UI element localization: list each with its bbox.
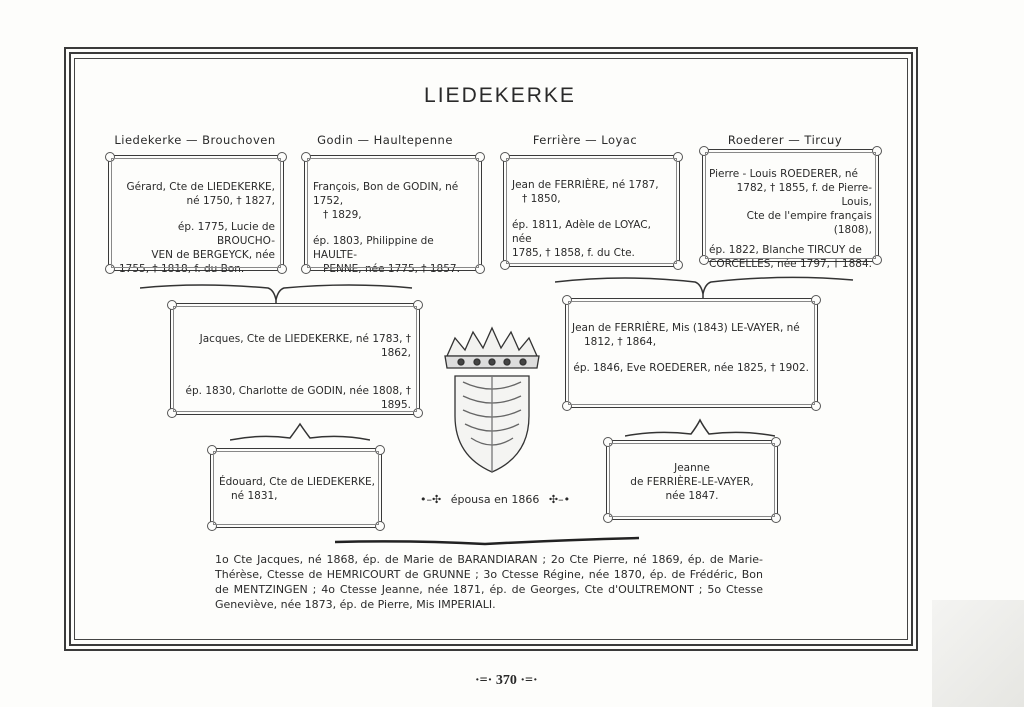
card-text: ép. 1846, Eve ROEDERER, née 1825, † 1902. [573,362,809,374]
card-text: de FERRIÈRE-LE-VAYER, [630,476,754,488]
card-text: ép. 1830, Charlotte de GODIN, née 1808, † 1895. [185,385,411,411]
card-parents-ferriere [565,298,818,408]
branch-heading-liedekerke: Liedekerke — Brouchoven [114,133,276,147]
card-text: né 1750, † 1827, [186,195,275,207]
branch-heading-godin: Godin — Haultepenne [317,133,453,147]
card-text: VEN de BERGEYCK, née [151,249,275,261]
card-parents-liedekerke [170,303,420,415]
children-rule [335,532,640,548]
card-text: Pierre - Louis ROEDERER, né [709,168,859,180]
card-text: Cte de l'empire français (1808), [746,210,872,236]
coat-of-arms-icon [441,326,543,476]
card-text: 1785, † 1858, f. du Cte. [512,247,635,259]
card-text: ép. 1775, Lucie de BROUCHO- [177,221,275,247]
card-text: 1755, † 1818, f. du Bon. [119,263,245,275]
brace-connector-groom [230,422,370,448]
card-text: 1782, † 1855, f. de Pierre-Louis, [736,182,872,208]
ornament-icon: ·=· [475,673,496,688]
card-text: Jacques, Cte de LIEDEKERKE, né 1783, † 1862, [199,333,411,359]
children-footnote: 1o Cte Jacques, né 1868, ép. de Marie de BARANDIARAN ; 2o Cte Pierre, né 1869, ép. de Marie-Thérèse, Ctesse de HEMRICOURT de GRUNNE ; 3o Ctesse Régine, née 1870, ép. de Frédéric, Bon de MENTZINGEN ; 4o Ctesse Jeanne, née 1871, ép. de Georges, Cte d'OULTREMONT ; 5o Ctesse Geneviève, née 1873, ép. de Pierre, Mis IMPERIALI. [215,553,763,611]
ornament-icon: ✣–• [548,493,571,506]
branch-heading-roederer: Roederer — Tircuy [727,133,843,147]
page-number-text: 370 [495,673,517,688]
card-text: ép. 1803, Philippine de HAULTE- [313,235,434,261]
card-text: ép. 1811, Adèle de LOYAC, née [512,219,651,245]
card-text: † 1850, [522,193,561,205]
card-text: Jeanne [674,462,710,474]
card-text: CORCELLES, née 1797, † 1884. [709,258,872,270]
card-text: François, Bon de GODIN, né 1752, [313,181,459,207]
page-title: LIEDEKERKE [424,84,576,107]
ornament-icon: •–✣ [420,493,445,506]
card-text: † 1829, [323,209,362,221]
card-grandparents-ferriere [503,155,680,267]
card-text: Gérard, Cte de LIEDEKERKE, [126,181,275,193]
card-grandparents-godin [304,155,482,275]
card-groom [210,448,382,528]
scan-edge-shadow [932,600,1024,707]
branch-heading-ferriere: Ferrière — Loyac [532,133,638,147]
card-text: Jean de FERRIÈRE, Mis (1843) LE-VAYER, né [572,322,800,334]
card-text: né 1831, [231,490,278,502]
brace-connector-right [555,270,855,300]
page-number [475,673,538,689]
card-text: Jean de FERRIÈRE, né 1787, [512,179,659,191]
card-grandparents-roederer [702,149,879,270]
card-bride [606,440,778,520]
ornament-icon: ·=· [516,673,538,688]
card-grandparents-liedekerke [108,155,284,275]
card-text: 1812, † 1864, [584,336,657,348]
card-text: PENNE, née 1775, † 1857. [323,263,460,275]
card-text: Édouard, Cte de LIEDEKERKE, [219,476,375,488]
married-label [420,493,570,506]
card-text: née 1847. [665,490,719,502]
married-text: épousa en 1866 [450,493,540,506]
card-text: ép. 1822, Blanche TIRCUY de [709,244,862,256]
